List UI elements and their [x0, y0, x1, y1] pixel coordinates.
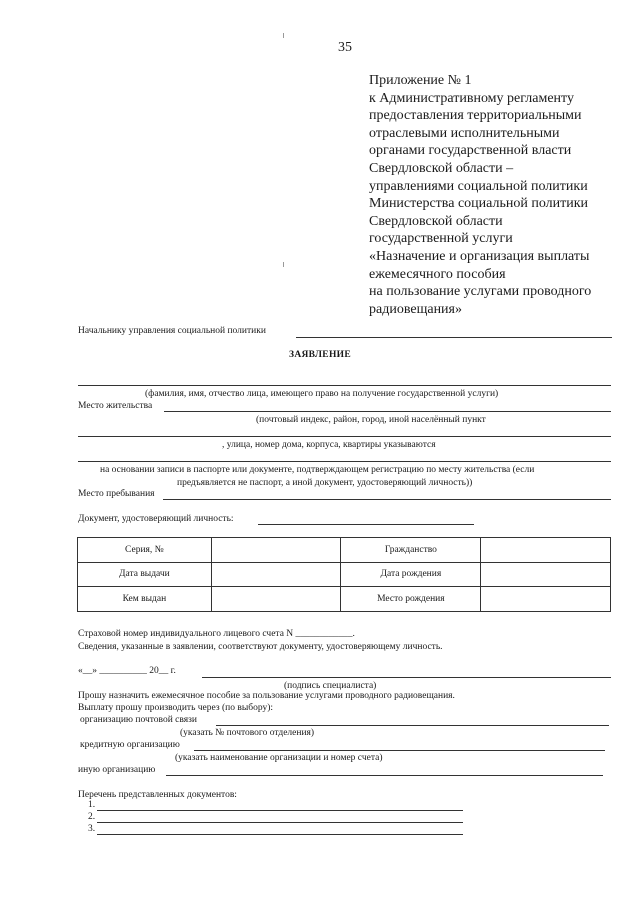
- confirm-line: Сведения, указанные в заявлении, соответствуют документу, удостоверяющему личность.: [78, 642, 443, 652]
- birth-date-value[interactable]: [481, 562, 611, 587]
- issued-by-label: Кем выдан: [78, 587, 212, 612]
- table-row: [78, 562, 611, 587]
- doc-item-number: 3.: [88, 824, 96, 834]
- appendix-line: Свердловской области: [369, 213, 503, 229]
- stay-label: Место пребывания: [78, 489, 155, 499]
- appendix-line: Приложение № 1: [369, 73, 472, 88]
- post-label: организацию почтовой связи: [80, 715, 197, 725]
- fio-field[interactable]: [78, 385, 611, 386]
- doc-item-number: 2.: [88, 812, 96, 822]
- docs-title: Перечень представленных документов:: [78, 790, 237, 800]
- stay-field[interactable]: [163, 499, 611, 500]
- table-row: [78, 538, 611, 563]
- doc-item-field[interactable]: [97, 834, 463, 835]
- birth-place-value[interactable]: [481, 587, 611, 612]
- residence-field-2[interactable]: [78, 436, 611, 437]
- addressee-label: Начальнику управления социальной политики: [78, 326, 266, 336]
- request-line: Прошу назначить ежемесячное пособие за пользование услугами проводного радиовещания.: [78, 691, 455, 701]
- residence-field[interactable]: [164, 411, 611, 412]
- issue-date-value[interactable]: [211, 562, 341, 587]
- series-label: Серия, №: [78, 538, 212, 563]
- birth-place-label: Место рождения: [341, 587, 481, 612]
- credit-label: кредитную организацию: [80, 740, 180, 750]
- scan-mark: [283, 262, 284, 267]
- fio-caption: (фамилия, имя, отчество лица, имеющего право на получение государственной услуги): [145, 389, 499, 399]
- table-row: [78, 587, 611, 612]
- citizenship-value[interactable]: [481, 538, 611, 563]
- other-label: иную организацию: [78, 765, 156, 775]
- appendix-line: отраслевыми исполнительными: [369, 125, 560, 141]
- residence-label: Место жительства: [78, 401, 153, 411]
- residence-caption: (почтовый индекс, район, город, иной населённый пункт: [256, 415, 486, 425]
- scan-mark: [283, 33, 284, 38]
- page-number: 35: [338, 40, 352, 55]
- issue-date-label: Дата выдачи: [78, 562, 212, 587]
- credit-field[interactable]: [194, 750, 605, 751]
- post-field[interactable]: [216, 725, 609, 726]
- appendix-line: к Административному регламенту: [369, 90, 574, 106]
- doc-item-field[interactable]: [97, 822, 463, 823]
- birth-date-label: Дата рождения: [341, 562, 481, 587]
- credit-caption: (указать наименование организации и номер счета): [175, 753, 383, 763]
- doc-item-number: 1.: [88, 800, 96, 810]
- registration-caption: на основании записи в паспорте или документе, подтверждающем регистрацию по месту жительства (если: [100, 465, 535, 475]
- payment-line: Выплату прошу производить через (по выбору):: [78, 703, 273, 713]
- id-document-table: [77, 537, 611, 612]
- appendix-line: Министерства социальной политики: [369, 196, 589, 212]
- citizenship-label: Гражданство: [341, 538, 481, 563]
- appendix-line: предоставления территориальными: [369, 108, 582, 124]
- issued-by-value[interactable]: [211, 587, 341, 612]
- registration-caption-2: предъявляется не паспорт, а иной документ, удостоверяющий личность)): [177, 478, 473, 488]
- id-doc-field[interactable]: [258, 524, 474, 525]
- appendix-line: Свердловской области –: [369, 160, 514, 176]
- id-doc-label: Документ, удостоверяющий личность:: [78, 514, 234, 524]
- residence-field-3[interactable]: [78, 461, 611, 462]
- signature-field[interactable]: [202, 677, 611, 678]
- series-value[interactable]: [211, 538, 341, 563]
- other-field[interactable]: [166, 775, 603, 776]
- appendix-line: ежемесячного пособия: [369, 266, 506, 282]
- signature-caption: (подпись специалиста): [284, 681, 377, 691]
- street-caption: , улица, номер дома, корпуса, квартиры указываются: [222, 440, 436, 450]
- appendix-line: радиовещания»: [369, 301, 462, 317]
- doc-item-field[interactable]: [97, 810, 463, 811]
- appendix-line: на пользование услугами проводного: [369, 284, 592, 300]
- addressee-field[interactable]: [296, 337, 612, 338]
- appendix-line: органами государственной власти: [369, 143, 572, 159]
- post-caption: (указать № почтового отделения): [180, 728, 315, 738]
- appendix-header: [369, 72, 591, 318]
- snils-line: Страховой номер индивидуального лицевого счета N ____________.: [78, 629, 355, 639]
- form-title: ЗАЯВЛЕНИЕ: [289, 350, 351, 360]
- date-line: «__» __________ 20__ г.: [78, 666, 176, 676]
- appendix-line: государственной услуги: [369, 231, 513, 247]
- appendix-line: управлениями социальной политики: [369, 178, 588, 194]
- appendix-line: «Назначение и организация выплаты: [369, 248, 590, 264]
